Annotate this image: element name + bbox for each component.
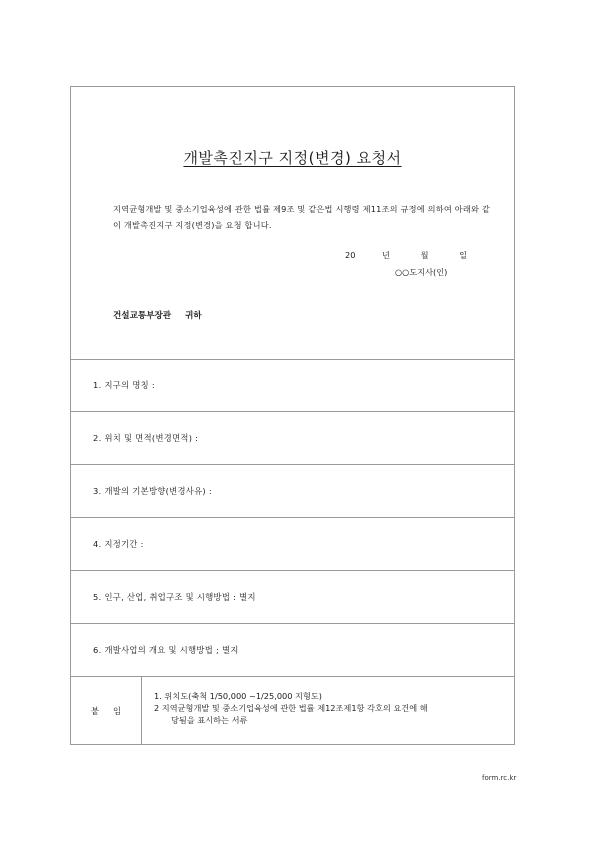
row-location-area: 2. 위치 및 면적(변경면적) :: [71, 412, 514, 465]
signer: ○○도지사(인): [395, 267, 448, 277]
attachment-item-2: 2 지역균형개발 및 중소기업육성에 관한 법률 제12조제1항 각호의 요건에 해: [154, 703, 428, 713]
date-line: [345, 250, 467, 261]
row-designation-period: 4. 지정기간 :: [71, 518, 514, 571]
form-title: 개발촉진지구 지정(변경) 요청서: [183, 149, 402, 167]
row-development-project: 6. 개발사업의 개요 및 시행방법 ; 별지: [71, 624, 514, 677]
date-year: 년: [382, 250, 390, 260]
row-population-industry: 5. 인구, 산업, 취업구조 및 시행방법 : 별지: [71, 571, 514, 624]
date-year-prefix: 20: [345, 250, 356, 260]
form-header: [71, 87, 514, 360]
attachment-item-1: 1. 위치도(축척 1/50,000 ~1/25,000 지형도): [154, 691, 322, 701]
attachment-label: 붙임: [90, 705, 136, 716]
attachment-item-2-continued: 당됨을 표시하는 서류: [171, 715, 248, 725]
addressee-suffix: 귀하: [185, 311, 202, 321]
footer-source: form.rc.kr: [482, 774, 517, 782]
row-basic-direction: 3. 개발의 기본방향(변경사유) :: [71, 465, 514, 518]
addressee: [113, 309, 202, 321]
attachment-items: [154, 690, 514, 726]
row-district-name: 1. 지구의 명칭 :: [71, 359, 514, 412]
date-month: 월: [420, 250, 429, 260]
date-day: 일: [459, 250, 468, 260]
request-form: [70, 86, 515, 745]
attachment-label-cell: [71, 677, 142, 744]
addressee-name: 건설교통부장관: [113, 311, 172, 321]
intro-paragraph: 지역균형개발 및 중소기업육성에 관한 법률 제9조 및 같은법 시행령 제11조의 규정에 의하여 아래와 같이 개발촉진지구 지정(변경)을 요청 합니다.: [113, 204, 491, 230]
attachment-section: [71, 677, 514, 744]
